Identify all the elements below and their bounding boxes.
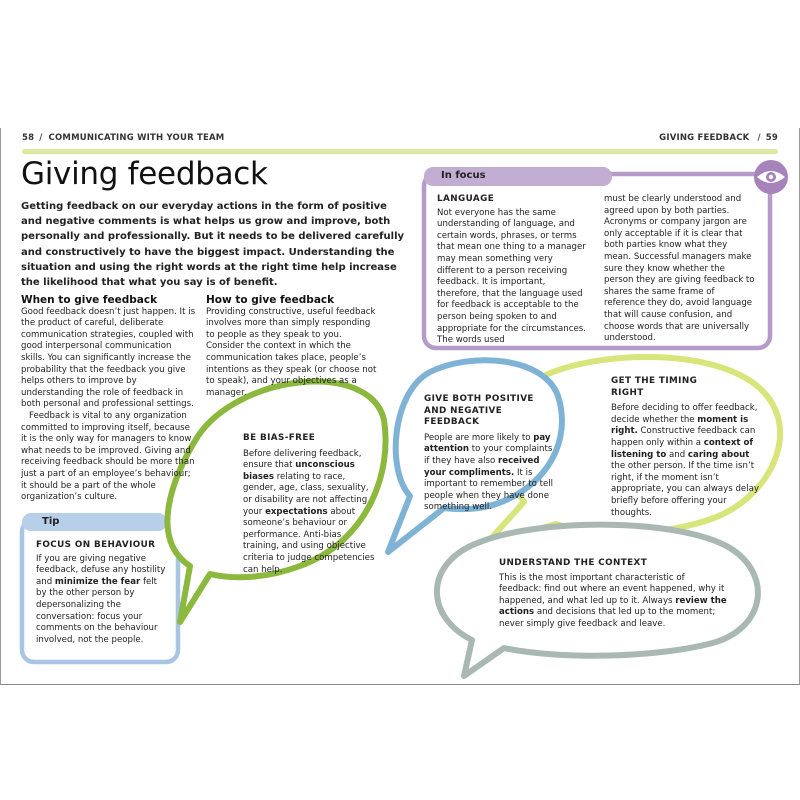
when-section [21,295,196,504]
in-focus-tag: In focus [441,170,486,181]
context-text: This is the most important characteristic of feedback: find out where an event happened, why it happened, and what led up to it. Always review the actions and decisions that led up to the moment; never simply give feedback and leave. [499,572,727,629]
both-heading: GIVE BOTH POSITIVE AND NEGATIVE FEEDBACK [424,394,534,428]
context-heading: UNDERSTAND THE CONTEXT [499,558,648,568]
left-page-number: 58 [22,133,35,143]
in-focus-col-1 [437,194,587,347]
when-para-2: Feedback is vital to any organization committed to improving itself, because it is the only way for managers to know what needs to be improved. Giving and receiving feedback should be more than just a part of an employee’s behaviour; it should be a part of the whole organization’s culture. [21,410,195,503]
tip-heading: FOCUS ON BEHAVIOUR [36,540,156,550]
left-section-title: COMMUNICATING WITH YOUR TEAM [48,133,225,143]
when-heading: When to give feedback [21,294,158,306]
when-para-1: Good feedback doesn’t just happen. It is the product of careful, deliberate communication strategies, coupled with good interpersonal communication skills. You can significantly increase the probability that the feedback you give helps others to improve by understanding the role of feedback in both personal and professional settings. [21,306,196,410]
how-section [206,295,381,399]
both-content [424,394,556,514]
tip-content [36,540,170,646]
in-focus-heading: LANGUAGE [437,194,495,204]
timing-text: Before deciding to offer feedback, decide whether the moment is right. Constructive feedback can happen only within a context of listening to and caring about the other person. If the time isn’t right, if the moment isn’t appropriate, you can always delay briefly before offering your thoughts. [611,403,759,518]
in-focus-text-1: Not everyone has the same understanding of language, and certain words, phrases, or terms that mean one thing to a manager may mean something very different to a person receiving feedback. It is important, therefore, that the language used for feedback is acceptable to the person being spoken to and appropriate for the circumstances. The words used [437,207,586,346]
in-focus-col-2 [604,194,756,345]
timing-heading: GET THE TIMING RIGHT [611,376,698,398]
right-page-number: 59 [765,133,778,143]
context-content [499,558,727,631]
left-running-header: 58 / COMMUNICATING WITH YOUR TEAM [22,133,225,143]
how-para: Providing constructive, useful feedback involves more than simply responding to people as they speak to you. Consider the context in which the communication takes place, people’s intentions as they speak (or choose not to speak), and your objectives as a manager. [206,306,377,398]
bias-heading: BE BIAS-FREE [243,433,316,443]
bias-content [243,433,378,576]
how-heading: How to give feedback [206,294,335,306]
timing-content [611,376,766,519]
both-text: People are more likely to pay attention to your complaints if they have also received your compliments. It is important to remember to tell people when they have done something well. [424,432,554,513]
in-focus-text-2: must be clearly understood and agreed upon by both parties. Acronyms or company jargon are only acceptable if it is clear that both parties know what they mean. Successful managers make sure they know whether the person they are giving feedback to shares the same frame of reference they do, avoid language that will cause confusion, and choose words that are universally understood. [604,194,755,344]
tip-text: If you are giving negative feedback, defuse any hostility and minimize the fear felt by the other person by depersonalizing the conversation: focus your comments on the behaviour involved, not the people. [36,553,166,645]
right-running-header: GIVING FEEDBACK / 59 [659,133,778,143]
page-title: Giving feedback [21,156,268,192]
bias-text: Before delivering feedback, ensure that unconscious biases relating to race, gender, age, class, sexuality, or disability are not affecting your expectations about someone’s behaviour or performance. Anti-bias training, and using objective criteria to judge competencies can help. [243,448,375,575]
intro-paragraph: Getting feedback on our everyday actions in the form of positive and negative comments is what helps us grow and improve, both personally and professionally. But it needs to be delivered carefully and constructively to have the biggest impact. Understanding the situation and using the right words at the right time help increase the likelihood that what you say is of benefit. [21,201,405,289]
right-section-title: GIVING FEEDBACK [659,133,750,143]
tip-tag: Tip [42,516,60,527]
